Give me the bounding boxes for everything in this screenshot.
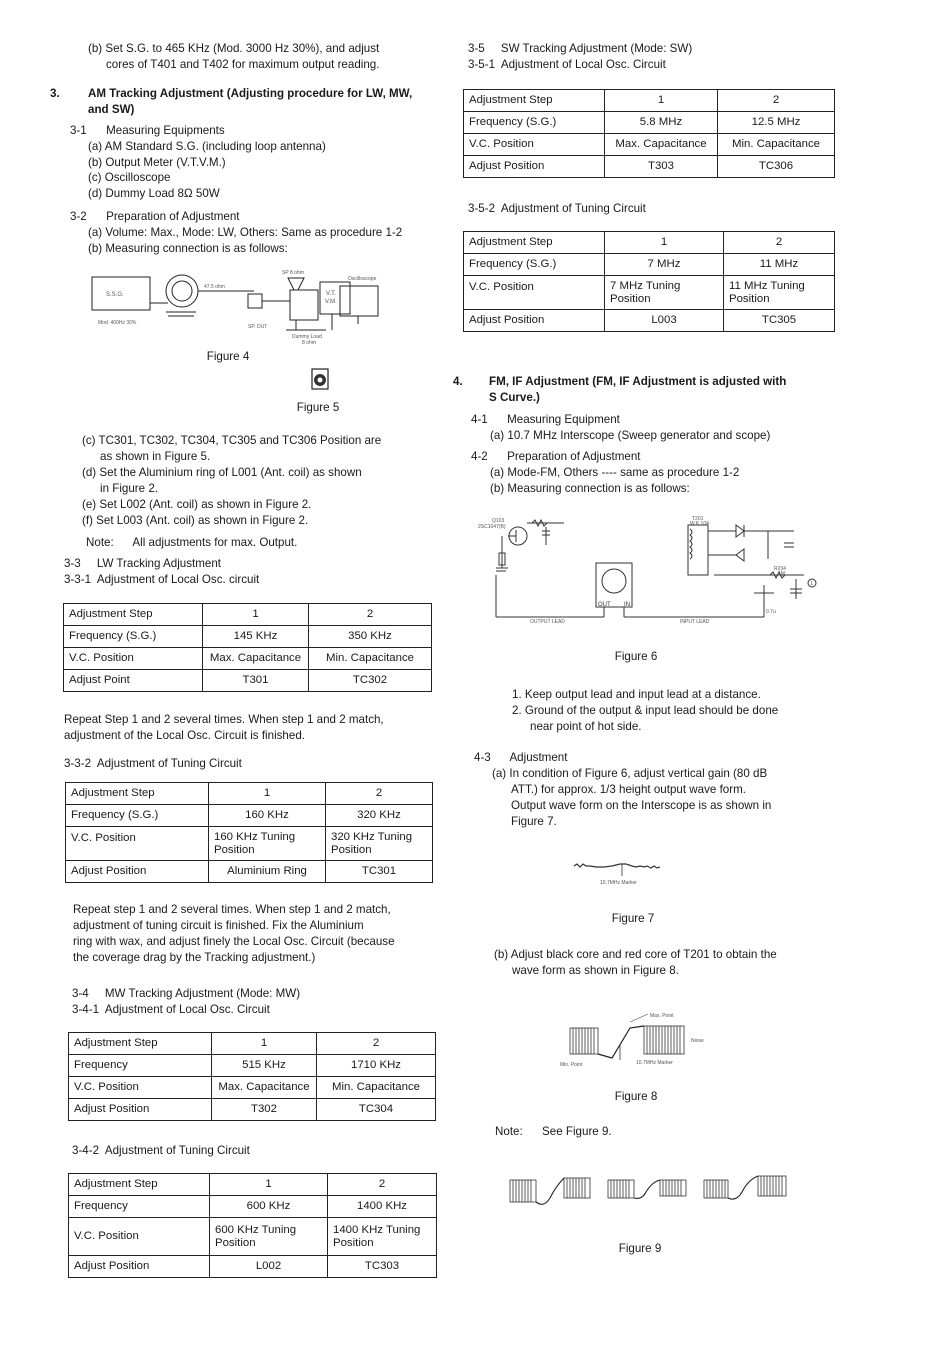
preparation-list-fm — [490, 465, 739, 496]
table-row — [464, 310, 835, 332]
fig4-spout-label: SP. OUT — [248, 324, 268, 330]
table-cell: 320 KHz Tuning Position — [326, 827, 433, 861]
table-cell: 145 KHz — [203, 626, 309, 648]
table-cell: 160 KHz — [209, 805, 326, 827]
equipment-item: (d) Dummy Load 8Ω 50W — [88, 186, 220, 200]
table-cell: Adjust Position — [69, 1256, 210, 1278]
figure-8-caption: Figure 8 — [614, 1090, 658, 1103]
figure-6-diagram — [474, 513, 824, 628]
fig4-dummy-value: 8 ohm — [302, 340, 316, 346]
fig6-input-lead-label: INPUT LEAD — [680, 619, 710, 625]
step-f-line: (f) Set L003 (Ant. coil) as shown in Figure 2. — [82, 514, 309, 527]
section-3-title-line2: and SW) — [88, 102, 135, 116]
table-cell: 350 KHz — [309, 626, 432, 648]
fig8-marker-label: 10.7MHz Marker — [636, 1060, 673, 1066]
table-cell: Adjust Position — [464, 156, 605, 178]
table-cell: 1710 KHz — [317, 1055, 436, 1077]
step-c-line1: (c) TC301, TC302, TC304, TC305 and TC306 Position are — [82, 434, 382, 447]
step-d-line2: in Figure 2. — [100, 482, 158, 495]
equipment-item: (a) AM Standard S.G. (including loop antenna) — [88, 140, 326, 153]
figure-7-waveform — [570, 854, 680, 888]
table-row — [64, 626, 432, 648]
fig4-vtvm-label: V.T. — [326, 291, 336, 297]
table-cell: Adjustment Step — [64, 604, 203, 626]
step-4-3-a-line2: ATT.) for approx. 1/3 height output wave form. — [511, 783, 746, 796]
table-cell: TC301 — [326, 861, 433, 883]
table-cell: V.C. Position — [64, 648, 203, 670]
fig6-t201-type: W.K.104 — [690, 521, 709, 527]
fig4-resistor-label: 47.5 ohm — [204, 284, 225, 290]
fig6-r234-label: R234 — [774, 566, 786, 572]
lw-repeat2-line2: adjustment of tuning circuit is finished. Fix the Aluminium — [73, 919, 364, 932]
figure-5-caption: Figure 5 — [296, 401, 340, 414]
table-cell: Min. Capacitance — [718, 134, 835, 156]
table-cell: 1 — [203, 604, 309, 626]
step-4-3-a-line4: Figure 7. — [511, 815, 557, 828]
figure-7-caption: Figure 7 — [611, 912, 655, 925]
fig4-ssg-label: S.S.G. — [106, 292, 124, 298]
fig6-node-label: 1 — [810, 581, 813, 587]
table-cell: 600 KHz — [210, 1196, 328, 1218]
table-row — [464, 156, 835, 178]
table-cell: 320 KHz — [326, 805, 433, 827]
fig6-output-lead-label: OUTPUT LEAD — [530, 619, 565, 625]
lw-repeat2-line1: Repeat step 1 and 2 several times. When step 1 and 2 match, — [73, 903, 391, 916]
figure-9-caption: Figure 9 — [618, 1242, 662, 1255]
fig4-speaker-label: SP 8 ohm — [282, 270, 304, 276]
fig6-q103-label: Q103 — [492, 518, 505, 524]
table-cell: 2 — [724, 232, 835, 254]
preparation-item: (a) Volume: Max., Mode: LW, Others: Same as procedure 1-2 — [88, 226, 403, 239]
fig4-dummy-label: Dummy Load — [292, 334, 322, 340]
table-row — [64, 670, 432, 692]
table-cell: 2 — [317, 1033, 436, 1055]
table-cell: 12.5 MHz — [718, 112, 835, 134]
table-cell: 1 — [209, 783, 326, 805]
table-cell: Adjust Position — [464, 310, 605, 332]
table-cell: Min. Capacitance — [309, 648, 432, 670]
section-3-4-1-heading: 3-4-1 Adjustment of Local Osc. Circuit — [72, 1003, 270, 1016]
table-cell: 2 — [718, 90, 835, 112]
table-cell: 11 MHz Tuning Position — [724, 276, 835, 310]
table-row — [69, 1256, 437, 1278]
table-cell: Frequency (S.G.) — [464, 254, 605, 276]
table-cell: Adjust Position — [66, 861, 209, 883]
table-cell: T303 — [605, 156, 718, 178]
table-cell: Max. Capacitance — [203, 648, 309, 670]
figure-4-caption: Figure 4 — [206, 350, 250, 363]
figure-5-trimmer-icon — [311, 368, 329, 390]
fig6-r234-value: 1M — [778, 571, 785, 577]
table-cell: V.C. Position — [464, 276, 605, 310]
table-cell: 5.8 MHz — [605, 112, 718, 134]
table-row — [464, 254, 835, 276]
table-cell: TC304 — [317, 1099, 436, 1121]
equipment-item: (c) Oscilloscope — [88, 171, 171, 185]
equipment-item: (b) Output Meter (V.T.V.M.) — [88, 155, 226, 169]
table-cell: 1 — [605, 232, 724, 254]
table-row — [66, 827, 433, 861]
figure-6-caption: Figure 6 — [614, 650, 658, 663]
step-d-line1: (d) Set the Aluminium ring of L001 (Ant. coil) as shown — [82, 466, 362, 479]
table-cell: Adjustment Step — [66, 783, 209, 805]
table-cell: 1 — [212, 1033, 317, 1055]
table-row — [69, 1218, 437, 1256]
fig7-marker-label: 10.7MHz Marker — [600, 880, 637, 886]
table-cell: Adjustment Step — [464, 90, 605, 112]
step-4-3-a-line3: Output wave form on the Interscope is as shown in — [511, 799, 772, 812]
step-4-3-a-line1: (a) In condition of Figure 6, adjust vertical gain (80 dB — [492, 767, 768, 780]
section-3-title — [88, 86, 433, 117]
table-cell: TC306 — [718, 156, 835, 178]
table-cell: Frequency (S.G.) — [464, 112, 605, 134]
table-cell: L003 — [605, 310, 724, 332]
table-row — [69, 1077, 436, 1099]
table-cell: Max. Capacitance — [212, 1077, 317, 1099]
table-cell: Frequency (S.G.) — [64, 626, 203, 648]
table-mw-tune — [68, 1173, 437, 1278]
table-row — [464, 232, 835, 254]
table-cell: 1400 KHz — [328, 1196, 437, 1218]
table-cell: 2 — [309, 604, 432, 626]
table-cell: 1400 KHz Tuning Position — [328, 1218, 437, 1256]
table-cell: Frequency — [69, 1196, 210, 1218]
table-lw-tune — [65, 782, 433, 883]
table-cell: 7 MHz Tuning Position — [605, 276, 724, 310]
table-row — [69, 1196, 437, 1218]
table-cell: V.C. Position — [69, 1218, 210, 1256]
table-cell: Frequency — [69, 1055, 212, 1077]
table-row — [464, 276, 835, 310]
section-3-3-heading: 3-3 LW Tracking Adjustment — [64, 557, 222, 570]
step-c-line2: as shown in Figure 5. — [100, 450, 211, 463]
table-cell: 160 KHz Tuning Position — [209, 827, 326, 861]
table-cell: 515 KHz — [212, 1055, 317, 1077]
table-cell: Adjustment Step — [464, 232, 605, 254]
lw-repeat-line1: Repeat Step 1 and 2 several times. When step 1 and 2 match, — [64, 713, 384, 726]
fig6-note-2: 2. Ground of the output & input lead should be done — [512, 704, 779, 717]
fig6-note-1: 1. Keep output lead and input lead at a distance. — [512, 688, 761, 701]
table-row — [69, 1055, 436, 1077]
preparation-item: (a) Mode-FM, Others ---- same as procedure 1-2 — [490, 466, 740, 479]
table-cell: 1 — [210, 1174, 328, 1196]
table-cell: 600 KHz Tuning Position — [210, 1218, 328, 1256]
section-4-title — [489, 374, 837, 405]
section-3-4-heading: 3-4 MW Tracking Adjustment (Mode: MW) — [72, 987, 301, 1000]
section-3-5-heading: 3-5 SW Tracking Adjustment (Mode: SW) — [468, 42, 693, 55]
figure-9-waveforms — [508, 1170, 798, 1210]
table-cell: 2 — [328, 1174, 437, 1196]
step-e-line: (e) Set L002 (Ant. coil) as shown in Figure 2. — [82, 498, 312, 511]
table-cell: Adjust Position — [69, 1099, 212, 1121]
fig4-mod-label: Mod. 400Hz 30% — [98, 320, 137, 326]
fig4-vtvm-label-2: V.M. — [325, 299, 337, 305]
figure-4-diagram — [86, 268, 386, 346]
note-line: Note: All adjustments for max. Output. — [86, 536, 298, 549]
fig6-t201-label: T201 — [692, 516, 704, 522]
table-row — [66, 805, 433, 827]
table-cell: V.C. Position — [66, 827, 209, 861]
fig6-q103-type: 2SC1047(B) — [478, 524, 506, 530]
table-cell: Frequency (S.G.) — [66, 805, 209, 827]
table-row — [69, 1033, 436, 1055]
table-cell: V.C. Position — [464, 134, 605, 156]
section-3-2-heading: 3-2 Preparation of Adjustment — [70, 210, 240, 223]
table-sw-osc — [463, 89, 835, 178]
table-row — [464, 90, 835, 112]
table-row — [66, 783, 433, 805]
table-cell: 11 MHz — [724, 254, 835, 276]
section-4-1-heading: 4-1 Measuring Equipment — [471, 413, 620, 426]
section-3-number: 3. — [50, 87, 60, 100]
table-cell: Aluminium Ring — [209, 861, 326, 883]
fig4-oscilloscope-label: Oscilloscope — [348, 276, 377, 282]
fig8-max-point-label: Max. Point — [650, 1013, 674, 1019]
lw-repeat2-line3: ring with wax, and adjust finely the Local Osc. Circuit (because — [73, 935, 395, 948]
section-3-5-2-heading: 3-5-2 Adjustment of Tuning Circuit — [468, 202, 646, 215]
step-4-3-b-line2: wave form as shown in Figure 8. — [512, 964, 679, 977]
table-cell: Adjustment Step — [69, 1174, 210, 1196]
table-cell: L002 — [210, 1256, 328, 1278]
table-cell: Adjustment Step — [69, 1033, 212, 1055]
fig6-note-2-cont: near point of hot side. — [530, 720, 642, 733]
section-3-3-1-heading: 3-3-1 Adjustment of Local Osc. circuit — [64, 573, 260, 586]
preparation-list — [88, 225, 402, 256]
table-cell: TC305 — [724, 310, 835, 332]
section-4-title-line1: FM, IF Adjustment (FM, IF Adjustment is adjusted with — [489, 375, 787, 388]
preparation-item: (b) Measuring connection is as follows: — [490, 481, 690, 495]
section-3-5-1-heading: 3-5-1 Adjustment of Local Osc. Circuit — [468, 58, 666, 71]
table-mw-osc — [68, 1032, 436, 1121]
table-row — [69, 1099, 436, 1121]
section-4-2-heading: 4-2 Preparation of Adjustment — [471, 450, 641, 463]
table-cell: TC303 — [328, 1256, 437, 1278]
table-cell: 2 — [326, 783, 433, 805]
lw-repeat2-line4: the coverage drag by the Tracking adjustment.) — [73, 951, 316, 964]
table-cell: 7 MHz — [605, 254, 724, 276]
table-cell: TC302 — [309, 670, 432, 692]
section-3-4-2-heading: 3-4-2 Adjustment of Tuning Circuit — [72, 1144, 250, 1157]
section-4-3-heading: 4-3 Adjustment — [474, 751, 568, 764]
table-row — [64, 604, 432, 626]
step-b-line1: (b) Set S.G. to 465 KHz (Mod. 3000 Hz 30%), and adjust — [88, 42, 380, 55]
table-cell: T301 — [203, 670, 309, 692]
table-row — [69, 1174, 437, 1196]
section-3-3-2-heading: 3-3-2 Adjustment of Tuning Circuit — [64, 757, 242, 770]
table-sw-tune — [463, 231, 835, 332]
table-cell: Adjust Point — [64, 670, 203, 692]
measuring-equipment-item: (a) 10.7 MHz Interscope (Sweep generator and scope) — [490, 429, 771, 442]
section-4-number: 4. — [453, 375, 463, 388]
table-cell: Max. Capacitance — [605, 134, 718, 156]
table-cell: Min. Capacitance — [317, 1077, 436, 1099]
table-lw-osc — [63, 603, 432, 692]
fig8-noise-label: Noise — [691, 1038, 704, 1044]
step-4-3-b-line1: (b) Adjust black core and red core of T201 to obtain the — [494, 948, 777, 961]
section-4-title-line2: S Curve.) — [489, 390, 540, 404]
step-b-line2: cores of T401 and T402 for maximum output reading. — [106, 58, 380, 71]
table-row — [464, 134, 835, 156]
fig6-in-label: IN — [624, 602, 630, 608]
table-cell: T302 — [212, 1099, 317, 1121]
section-3-title-line1: AM Tracking Adjustment (Adjusting procedure for LW, MW, — [88, 87, 413, 100]
table-row — [64, 648, 432, 670]
section-3-1-heading: 3-1 Measuring Equipments — [70, 124, 225, 137]
table-row — [464, 112, 835, 134]
table-cell: 1 — [605, 90, 718, 112]
fig6-cap-label: 0.7u — [766, 609, 776, 615]
preparation-item: (b) Measuring connection is as follows: — [88, 241, 288, 255]
table-cell: V.C. Position — [69, 1077, 212, 1099]
note-figure-9: Note: See Figure 9. — [495, 1125, 612, 1138]
lw-repeat-line2: adjustment of the Local Osc. Circuit is finished. — [64, 729, 306, 742]
table-row — [66, 861, 433, 883]
figure-8-s-curve — [556, 1008, 716, 1070]
measuring-equipment-list — [88, 139, 326, 201]
fig8-min-point-label: Min. Point — [560, 1062, 583, 1068]
fig6-out-label: OUT — [598, 602, 611, 608]
